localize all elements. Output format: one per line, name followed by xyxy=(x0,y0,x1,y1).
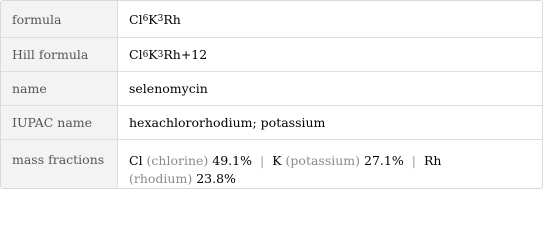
row-label-mass-fractions: mass fractions xyxy=(1,140,118,188)
row-label-formula: formula xyxy=(1,1,118,37)
fraction-element: (chlorine) xyxy=(146,153,209,168)
row-iupac-name xyxy=(1,105,542,139)
fraction-percent: 27.1% xyxy=(364,153,404,168)
formula-part: Rh+12 xyxy=(163,47,208,62)
mass-fractions-value xyxy=(118,140,542,188)
row-label-hill-formula: Hill formula xyxy=(1,38,118,71)
fraction-separator: | xyxy=(411,153,416,168)
iupac-name-value: hexachlororhodium; potassium xyxy=(129,115,326,130)
hill-formula-value: Cl 6 K 3 Rh+12 xyxy=(129,47,208,62)
row-mass-fractions xyxy=(1,139,542,188)
row-hill-formula xyxy=(1,37,542,71)
name-value: selenomycin xyxy=(129,81,208,96)
formula-part: K xyxy=(148,47,158,62)
fraction-symbol: Rh xyxy=(423,153,442,168)
formula-value: Cl 6 K 3 Rh xyxy=(129,11,181,27)
fraction-symbol: Cl xyxy=(129,153,143,168)
row-formula xyxy=(1,1,542,37)
fraction-element: (potassium) xyxy=(285,153,361,168)
formula-part: K xyxy=(148,11,158,27)
fraction-symbol: K xyxy=(272,153,282,168)
row-label-iupac-name: IUPAC name xyxy=(1,106,118,139)
row-label-name: name xyxy=(1,72,118,105)
fraction-percent: 23.8% xyxy=(196,171,236,186)
formula-part: Cl xyxy=(129,11,143,27)
fraction-element: (rhodium) xyxy=(129,171,193,186)
formula-part: Rh xyxy=(163,11,181,27)
fraction-percent: 49.1% xyxy=(212,153,252,168)
fraction-separator: | xyxy=(260,153,265,168)
row-name xyxy=(1,71,542,105)
formula-part: Cl xyxy=(129,47,143,62)
